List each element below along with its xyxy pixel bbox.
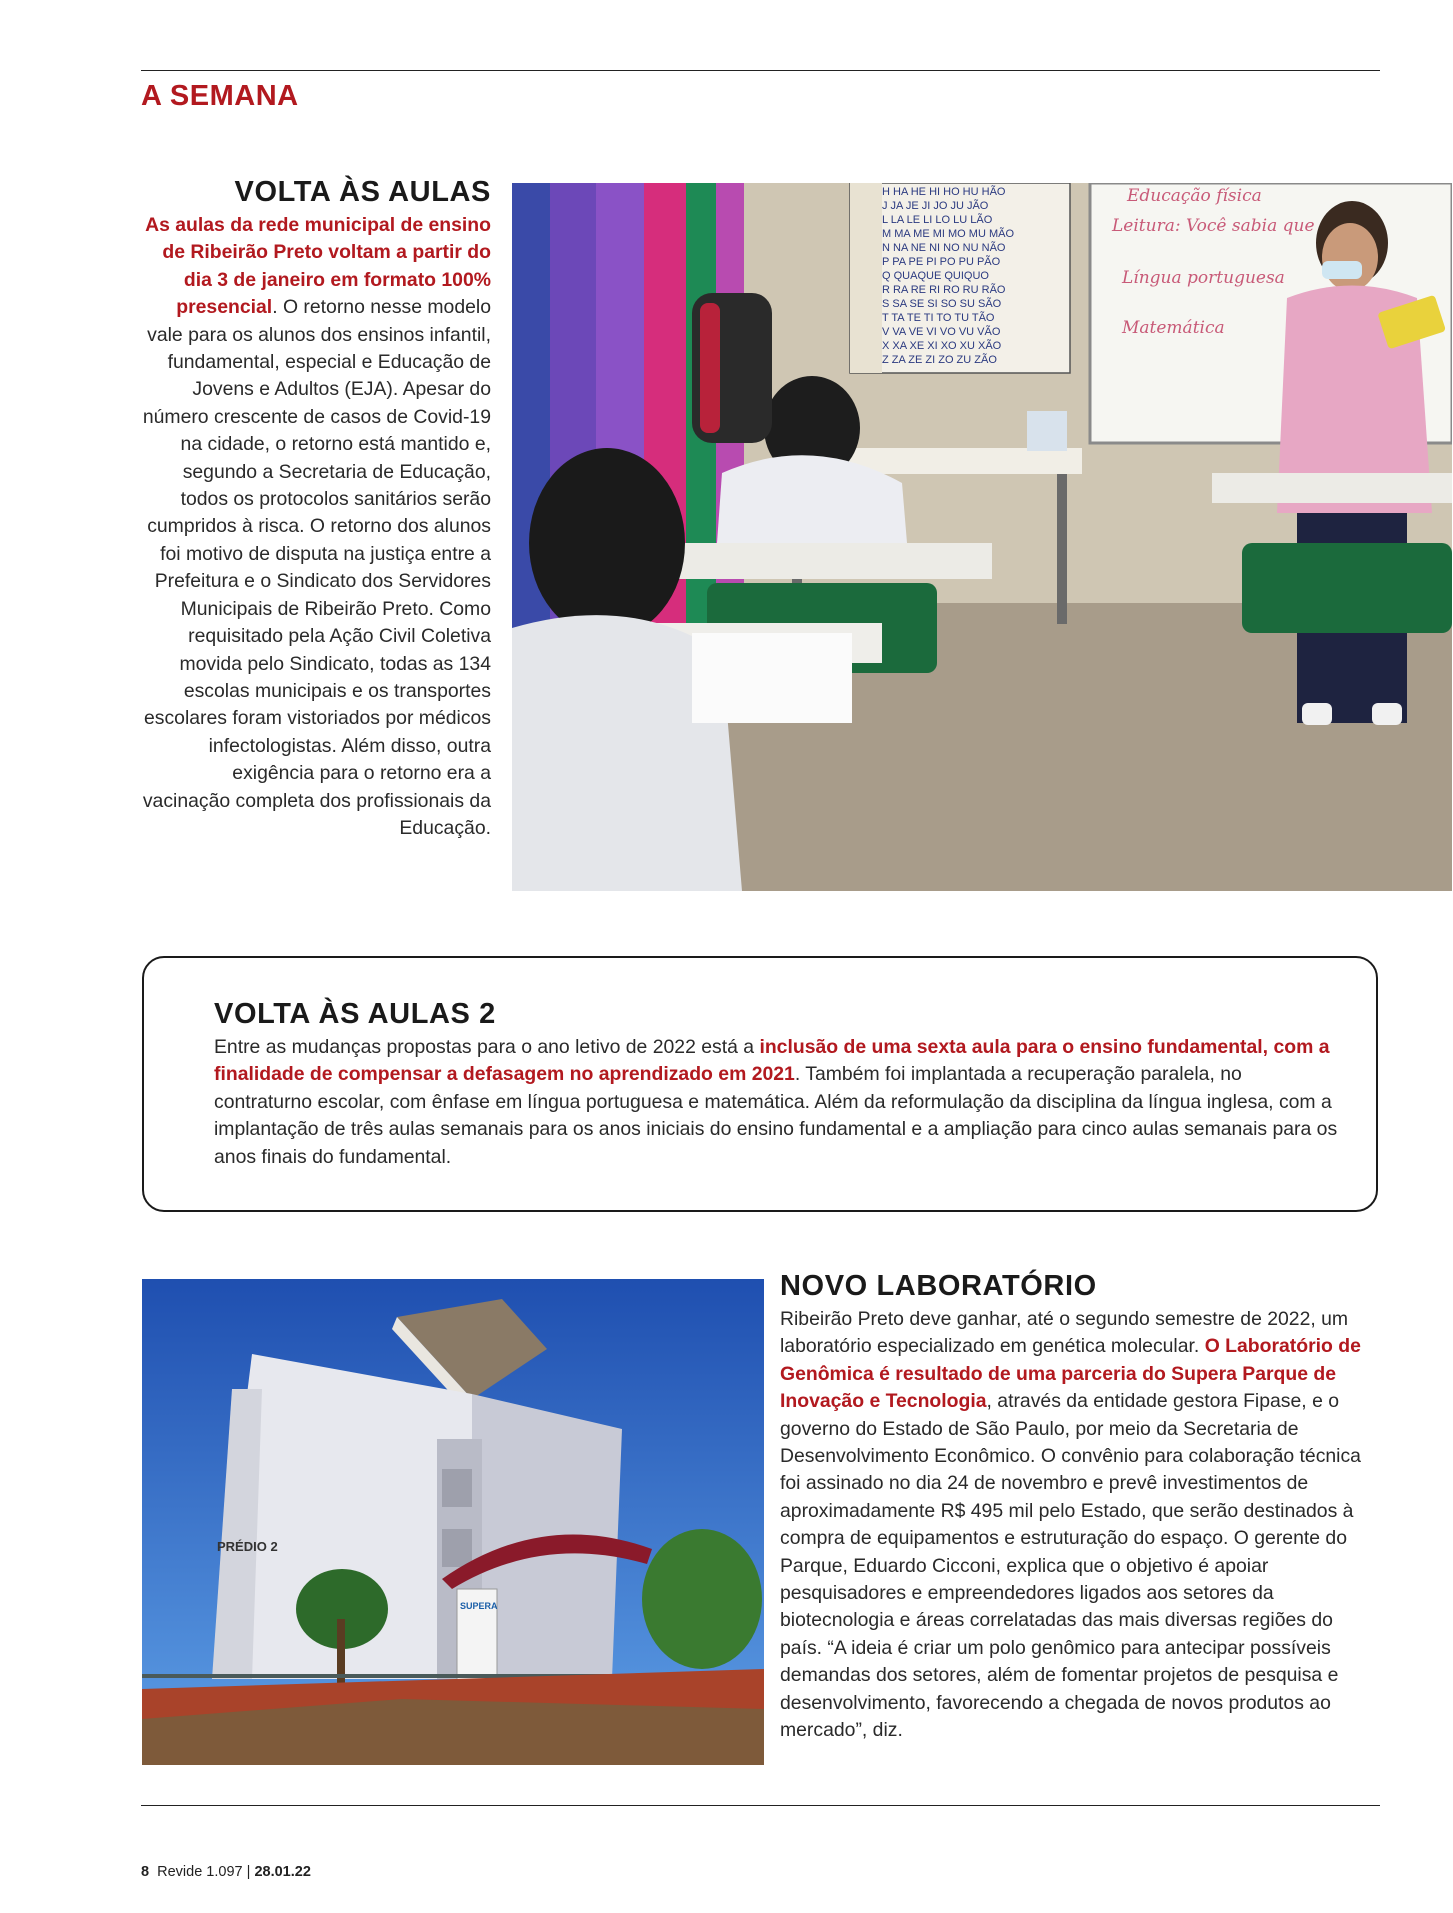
bottom-rule (141, 1805, 1380, 1806)
story3-intro: Ribeirão Preto deve ganhar, até o segundo semestre de 2022, um laboratório especializado em genética molecular. (780, 1308, 1349, 1358)
story2-text (214, 1034, 1338, 1171)
issue-date: 28.01.22 (254, 1864, 311, 1880)
syllable-row: N NA NE NI NO NU NÃO (882, 242, 1006, 254)
magazine-issue: Revide 1.097 (157, 1864, 243, 1880)
story3-text (780, 1306, 1380, 1745)
story3-highlight: O Laboratório de Genômica é resultado de uma parceria do Supera Parque de Inovação e Tecnologia (780, 1335, 1361, 1413)
classroom-photo (512, 183, 1452, 891)
story2-highlight: inclusão de uma sexta aula para o ensino fundamental, com a finalidade de compensar a defasagem no aprendizado em 2021 (214, 1036, 1330, 1086)
syllable-row: H HA HE HI HO HU HÃO (882, 186, 1006, 198)
story2-body: . Também foi implantada a recuperação paralela, no contraturno escolar, com ênfase em língua portuguesa e matemática. Além da reformulação da disciplina da língua inglesa, com a implantação de três aulas semanais para os anos iniciais do ensino fundamental e a ampliação para cinco aulas semanais para os anos finais do fundamental. (214, 1063, 1338, 1168)
syllable-row: T TA TE TI TO TU TÃO (882, 312, 995, 324)
section-title: A SEMANA (141, 80, 299, 112)
syllable-row: V VA VE VI VO VU VÃO (882, 326, 1001, 338)
story2-intro: Entre as mudanças propostas para o ano letivo de 2022 está a (214, 1036, 760, 1058)
page-number: 8 (141, 1864, 150, 1880)
board-line: Educação física (1127, 186, 1262, 206)
syllable-row: S SA SE SI SO SU SÃO (882, 298, 1002, 310)
board-line: Língua portuguesa (1122, 268, 1285, 288)
syllable-row: X XA XE XI XO XU XÃO (882, 340, 1002, 352)
building-photo (142, 1279, 764, 1765)
syllable-row: J JA JE JI JO JU JÃO (882, 200, 989, 212)
story1-text (140, 212, 491, 842)
syllable-row: Z ZA ZE ZI ZO ZU ZÃO (882, 354, 997, 366)
story2-headline: VOLTA ÀS AULAS 2 (214, 998, 496, 1030)
board-line: Matemática (1122, 318, 1225, 338)
story1-body: . O retorno nesse modelo vale para os alunos dos ensinos infantil, fundamental, especial e Educação de Jovens e Adultos (EJA). Apesar do número crescente de casos de Covid-19 na cidade, o retorno está mantido e, segundo a Secretaria de Educação, todos os protocolos sanitários serão cumpridos à risca. O retorno dos alunos foi motivo de disputa na justiça entre a Prefeitura e o Sindicato dos Servidores Municipais de Ribeirão Preto. Como requisitado pela Ação Civil Coletiva movida pelo Sindicato, todas as 134 escolas municipais e os transportes escolares foram vistoriados por médicos infectologistas. Além disso, outra exigência para o retorno era a vacinação completa dos profissionais da Educação. (142, 296, 491, 839)
page-footer (141, 1864, 311, 1880)
story1-lead: As aulas da rede municipal de ensino de Ribeirão Preto voltam a partir do dia 3 de janeiro em formato 100% presencial (145, 214, 491, 319)
story3-body: , através da entidade gestora Fipase, e o governo do Estado de São Paulo, por meio da Secretaria de Desenvolvimento Econômico. O convênio para colaboração técnica foi assinado no dia 24 de novembro e prevê investimentos de aproximadamente R$ 495 mil pelo Estado, que serão destinados à compra de equipamentos e estruturação do espaço. O gerente do Parque, Eduardo Cicconi, explica que o objetivo é apoiar pesquisadores e empreendedores ligados aos setores da biotecnologia e áreas correlatadas das mais diversas regiões do país. “A ideia é criar um polo genômico para antecipar possíveis demandas dos setores, além de fomentar projetos de pesquisa e desenvolvimento, favorecendo a chegada de novos produtos ao mercado”, diz. (780, 1390, 1361, 1742)
syllable-row: M MA ME MI MO MU MÃO (882, 228, 1014, 240)
syllable-row: Q QUAQUE QUIQUO (882, 270, 989, 282)
story3-headline: NOVO LABORATÓRIO (780, 1270, 1097, 1302)
footer-separator: | (246, 1864, 251, 1880)
building-sign: PRÉDIO 2 (217, 1539, 278, 1554)
syllable-row: R RA RE RI RO RU RÃO (882, 284, 1006, 296)
board-line: Leitura: Você sabia que (1112, 216, 1315, 236)
syllable-row: L LA LE LI LO LU LÃO (882, 214, 993, 226)
top-rule (141, 70, 1380, 71)
story1-headline: VOLTA ÀS AULAS (234, 176, 491, 208)
supera-logo: SUPERA (460, 1601, 498, 1611)
syllable-row: P PA PE PI PO PU PÃO (882, 256, 1001, 268)
